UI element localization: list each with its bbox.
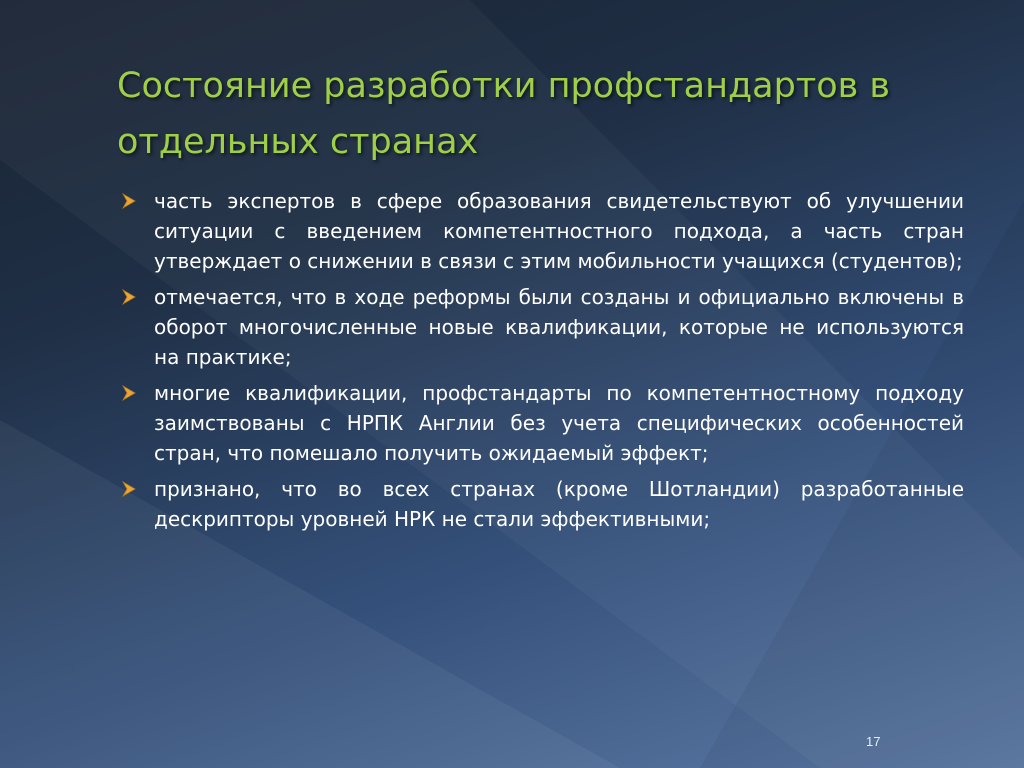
bullet-list <box>122 186 964 540</box>
list-item <box>122 186 964 276</box>
list-item <box>122 282 964 372</box>
arrowhead-bullet-icon <box>122 474 154 504</box>
bullet-text: многие квалификации, профстандарты по компетентностному подходу заимствованы с НРПК Англии без учета специфических особенностей стран, что помешало получить ожидаемый эффект; <box>154 381 964 465</box>
slide-title: Состояние разработки профстандартов в отдельных странах <box>117 66 891 162</box>
bullet-text: отмечается, что в ходе реформы были созданы и официально включены в оборот многочисленные новые квалификации, которые не используются на практике; <box>154 285 964 369</box>
list-item <box>122 474 964 534</box>
arrowhead-bullet-icon <box>122 186 154 216</box>
arrowhead-bullet-icon <box>122 282 154 312</box>
arrowhead-bullet-icon <box>122 378 154 408</box>
list-item <box>122 378 964 468</box>
bullet-text: часть экспертов в сфере образования свидетельствуют об улучшении ситуации с введением компетентностного подхода, а часть стран утверждает о снижении в связи с этим мобильности учащихся (студентов); <box>154 189 964 273</box>
bullet-text: признано, что во всех странах (кроме Шотландии) разработанные дескрипторы уровней НРК не стали эффективными; <box>154 477 964 531</box>
page-number: 17 <box>866 734 881 749</box>
